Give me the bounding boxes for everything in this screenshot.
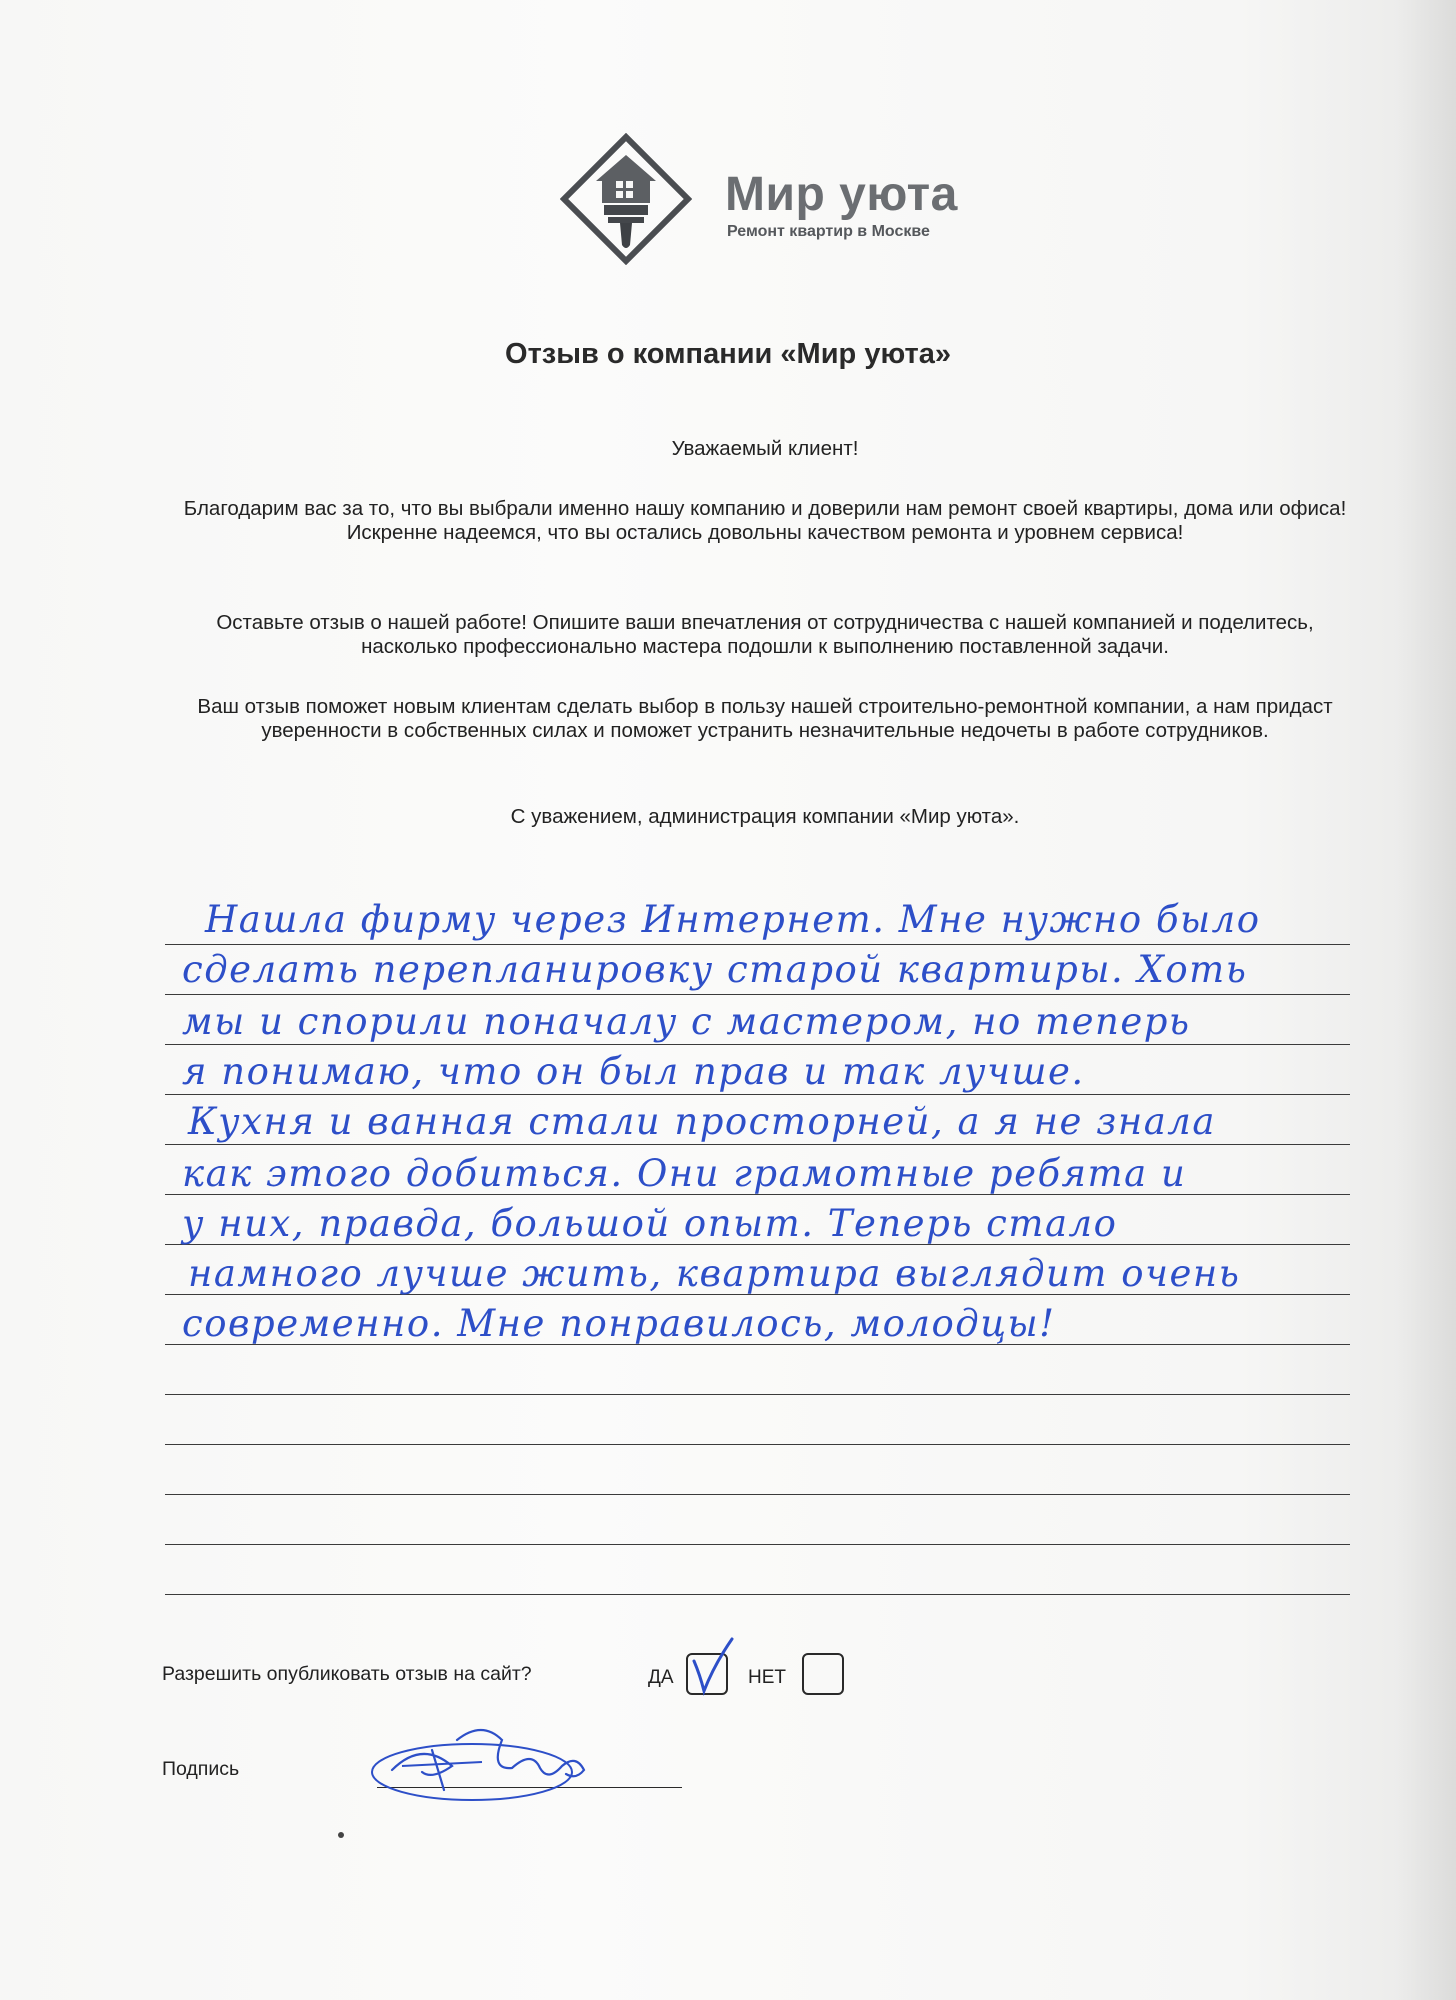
review-line: как этого добиться. Они грамотные ребята и: [182, 1152, 1187, 1195]
ruled-line: [165, 1144, 1350, 1145]
publish-permission-row: [162, 1661, 1062, 1701]
review-line: у них, правда, большой опыт. Теперь стало: [182, 1202, 1118, 1245]
ruled-line: [165, 1594, 1350, 1595]
ruled-line: [165, 994, 1350, 995]
company-logo: [560, 133, 980, 273]
no-checkbox[interactable]: [802, 1653, 844, 1695]
logo-company-name: Мир уюта: [725, 168, 958, 221]
logo-tagline: Ремонт квартир в Москве: [727, 223, 930, 240]
ruled-line: [165, 1044, 1350, 1045]
checkmark-icon: [680, 1635, 740, 1699]
ruled-line: [165, 1394, 1350, 1395]
review-line: мы и спорили поначалу с мастером, но теперь: [182, 1000, 1191, 1043]
publish-question: Разрешить опубликовать отзыв на сайт?: [162, 1663, 532, 1685]
ruled-line: [165, 1094, 1350, 1095]
yes-label: ДА: [648, 1667, 674, 1688]
ink-speck: [338, 1832, 344, 1838]
no-label: НЕТ: [748, 1667, 786, 1688]
review-line: сделать перепланировку старой квартиры. Хоть: [182, 948, 1248, 991]
review-line: Кухня и ванная стали просторней, а я не знала: [188, 1100, 1216, 1143]
page-title: Отзыв о компании «Мир уюта»: [505, 338, 951, 370]
signature-label: Подпись: [162, 1758, 240, 1780]
handwritten-review-area[interactable]: [160, 890, 1350, 1610]
review-line: современно. Мне понравилось, молодцы!: [182, 1302, 1056, 1345]
closing-text: С уважением, администрация компании «Мир уюта».: [510, 805, 1020, 828]
review-line: я понимаю, что он был прав и так лучше.: [182, 1050, 1085, 1093]
handwritten-signature: [362, 1710, 632, 1820]
house-brush-logo-icon: [560, 133, 692, 265]
greeting-text: Уважаемый клиент!: [671, 437, 859, 460]
review-line: Нашла фирму через Интернет. Мне нужно было: [205, 898, 1261, 941]
ruled-line: [165, 1494, 1350, 1495]
intro-paragraph-1: Благодарим вас за то, что вы выбрали именно нашу компанию и доверили нам ремонт своей квартиры, дома или офиса! Искренне надеемся, что вы остались довольны качеством ремонта и уровнем сервиса!: [183, 497, 1347, 544]
review-line: намного лучше жить, квартира выглядит очень: [188, 1252, 1241, 1295]
page-edge-shadow: [1396, 0, 1456, 2000]
intro-paragraph-3: Ваш отзыв поможет новым клиентам сделать выбор в пользу нашей строительно-ремонтной компании, а нам придаст уверенности в собственных силах и поможет устранить незначительные недочеты в работе сотрудников.: [197, 695, 1333, 742]
ruled-line: [165, 944, 1350, 945]
intro-paragraph-2: Оставьте отзыв о нашей работе! Опишите ваши впечатления от сотрудничества с нашей компанией и поделитесь, насколько профессионально мастера подошли к выполнению поставленной задачи.: [216, 611, 1314, 658]
signature-row: [162, 1740, 762, 1830]
ruled-line: [165, 1544, 1350, 1545]
ruled-line: [165, 1444, 1350, 1445]
